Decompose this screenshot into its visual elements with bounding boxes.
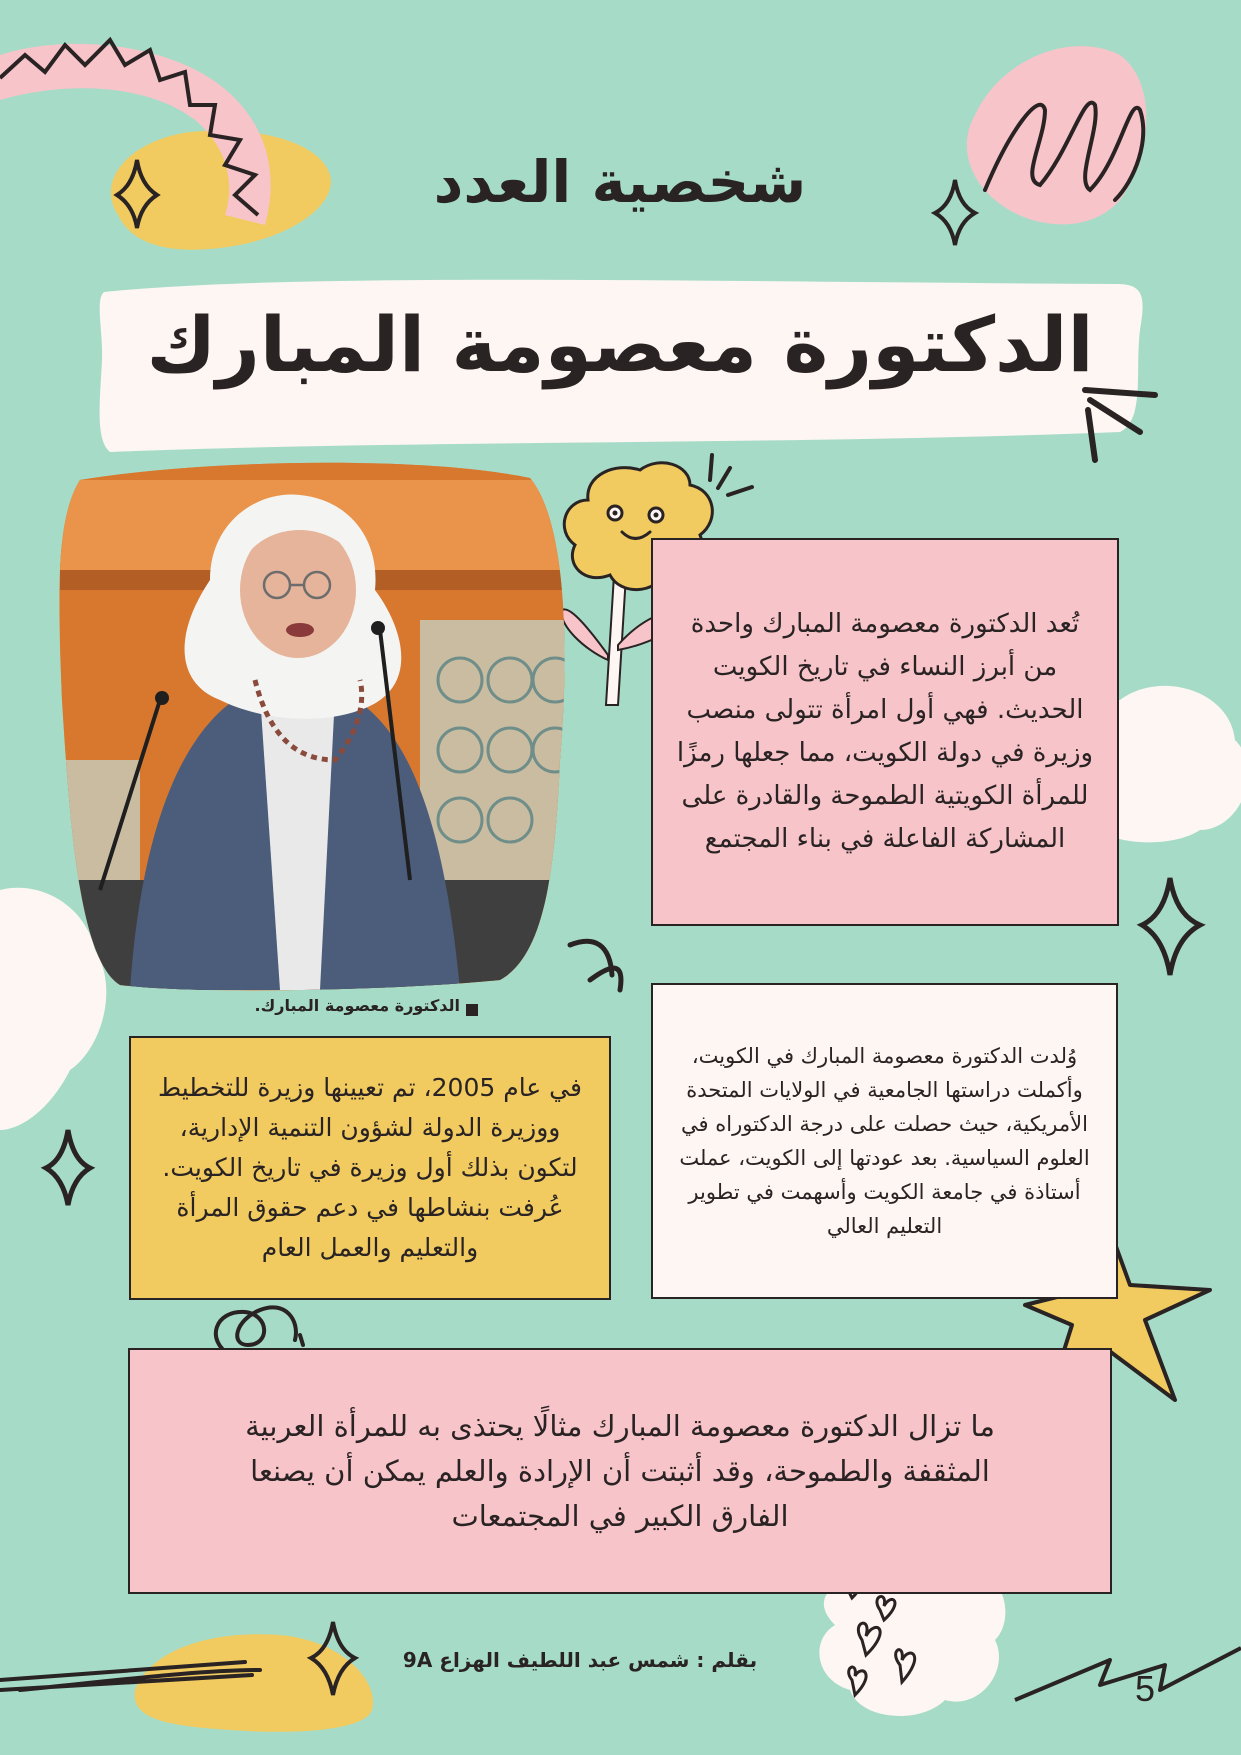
closing-text: ما تزال الدكتورة معصومة المبارك مثالًا يحتذى به للمرأة العربية المثقفة والطموحة، وقد أثبتت أن الإرادة والعلم يمكن أن يصنعا الفارق الكبير في المجتمعات bbox=[245, 1408, 995, 1533]
author-byline: بقلم : شمس عبد اللطيف الهزاع 9A bbox=[402, 1648, 758, 1672]
career-text-box bbox=[129, 1036, 611, 1300]
closing-text-box bbox=[128, 1348, 1112, 1594]
intro-text: تُعد الدكتورة معصومة المبارك واحدة من أبرز النساء في تاريخ الكويت الحديث. فهي أول امرأة تتولى منصب وزيرة في دولة الكويت، مما جعلها رمزًا للمرأة الكويتية الطموحة والقادرة على المشاركة الفاعلة في بناء المجتمع bbox=[676, 609, 1094, 854]
photo-caption: الدكتورة معصومة المبارك. bbox=[254, 996, 460, 1015]
sparkle-icon bbox=[46, 1130, 90, 1205]
portrait-photo bbox=[60, 460, 570, 990]
caption-bullet-icon bbox=[466, 1004, 478, 1016]
intro-text-box bbox=[651, 538, 1119, 926]
bio-text: وُلدت الدكتورة معصومة المبارك في الكويت، وأكملت دراستها الجامعية في الولايات المتحدة الأمريكية، حيث حصلت على درجة الدكتوراه في العلوم السياسية. بعد عودتها إلى الكويت، عملت أستاذة في جامعة الكويت وأسهمت في تطوير التعليم العالي bbox=[679, 1044, 1090, 1238]
career-text: في عام 2005، تم تعيينها وزيرة للتخطيط ووزيرة الدولة لشؤون التنمية الإدارية، لتكون بذلك أول وزيرة في تاريخ الكويت. عُرفت بنشاطها في دعم حقوق المرأة والتعليم والعمل العام bbox=[158, 1073, 582, 1262]
page-number: 5 bbox=[1134, 1668, 1156, 1709]
sparkle-icon bbox=[1142, 878, 1200, 975]
squiggle-icon bbox=[570, 941, 621, 990]
page-title: الدكتورة معصومة المبارك bbox=[146, 300, 1094, 389]
burst-lines-icon bbox=[710, 455, 752, 495]
sparkle-icon bbox=[935, 180, 975, 245]
bio-text-box bbox=[651, 983, 1118, 1299]
section-label: شخصية العدد bbox=[433, 148, 807, 216]
